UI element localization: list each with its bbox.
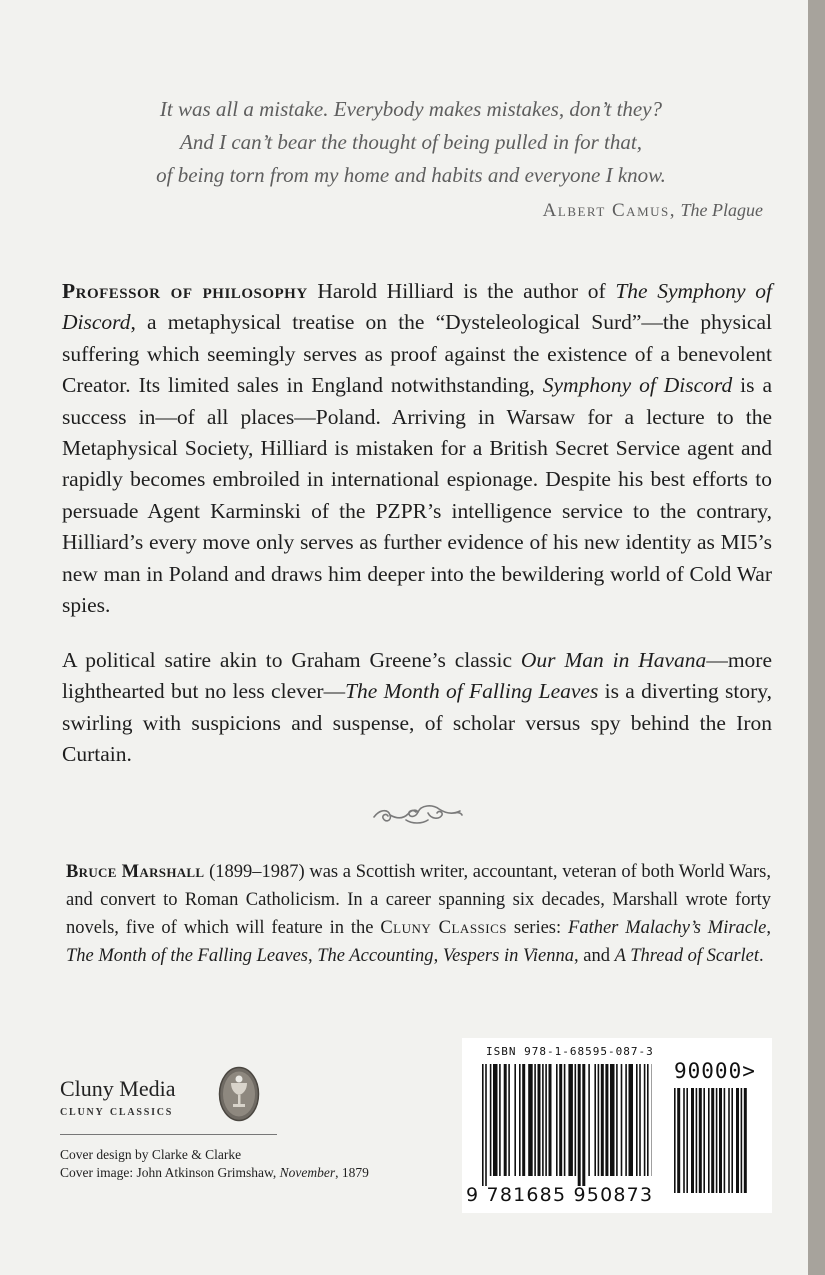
epigraph-author: Albert Camus, bbox=[542, 200, 676, 221]
bio-text-1: (1899–1987) was a Scottish writer, accountant, veteran of both World Wars, and convert to Roman Catholicism. In a career spanning six decades, Marshall wrote forty novels, five of which will feature in the bbox=[66, 862, 771, 938]
barcode-bar bbox=[485, 1064, 487, 1186]
synopsis-paragraph bbox=[62, 276, 772, 621]
satire-paragraph bbox=[62, 645, 772, 771]
barcode-bar bbox=[598, 1064, 600, 1176]
barcode-bar bbox=[711, 1088, 714, 1193]
bio-sep-1: , bbox=[766, 918, 771, 938]
barcode-bar bbox=[703, 1088, 705, 1193]
bio-sep-3: , bbox=[433, 946, 443, 966]
bio-series-name: Cluny Classics bbox=[380, 918, 508, 938]
bio-book-1: Father Malachy’s Miracle bbox=[568, 918, 767, 938]
barcode-bar bbox=[508, 1064, 510, 1176]
flourish-ornament-icon bbox=[372, 800, 464, 830]
publisher-divider bbox=[60, 1134, 277, 1135]
cover-image-credit bbox=[60, 1164, 369, 1182]
cover-image-year: , 1879 bbox=[335, 1165, 369, 1180]
bio-book-5: A Thread of Scarlet bbox=[614, 946, 760, 966]
synopsis-text-3: is a success in—of all places—Poland. Arriving in Warsaw for a lecture to the Metaphysical Society, Hilliard is mistaken for a British Secret Service agent and rapidly becomes embroiled in international espionage. Despite his best efforts to persuade Agent Karminski of the PZPR’s intelligence service to the contrary, Hilliard’s every move only serves as further evidence of his new identity as MI5’s new man in Poland and draws him deeper into the bewildering world of Cold War spies. bbox=[62, 373, 772, 618]
price-code: 90000> bbox=[674, 1059, 756, 1083]
barcode-bar bbox=[528, 1064, 533, 1176]
barcode-bar bbox=[575, 1064, 577, 1176]
ean-barcode-icon bbox=[482, 1064, 652, 1186]
author-bio bbox=[66, 858, 771, 970]
barcode-bar bbox=[708, 1088, 710, 1193]
chalice-seal-icon bbox=[218, 1066, 260, 1122]
barcode-bar bbox=[542, 1064, 544, 1176]
barcode-bar bbox=[639, 1064, 641, 1176]
barcode-bar bbox=[556, 1064, 558, 1176]
spine-edge bbox=[808, 0, 825, 1275]
barcode-bar bbox=[621, 1064, 623, 1176]
barcode-bar bbox=[522, 1064, 525, 1176]
barcode-bar bbox=[588, 1064, 590, 1176]
barcode-bar bbox=[616, 1064, 618, 1176]
barcode-bar bbox=[696, 1088, 698, 1193]
satire-text-3: is a diverting story, swirling with suspicions and suspense, of scholar versus spy behind the Iron Curtain. bbox=[62, 679, 772, 767]
epigraph-line-1: It was all a mistake. Everybody makes mistakes, don’t they? bbox=[159, 97, 663, 121]
barcode-bar bbox=[719, 1088, 722, 1193]
barcode-bar bbox=[534, 1064, 536, 1176]
synopsis-lead: Professor of philosophy bbox=[62, 279, 308, 303]
cover-credits bbox=[60, 1146, 369, 1182]
barcode-bar bbox=[644, 1064, 646, 1176]
bio-book-2: The Month of the Falling Leaves bbox=[66, 946, 309, 966]
barcode-bar bbox=[677, 1088, 680, 1193]
epigraph-attribution bbox=[543, 200, 763, 222]
epigraph-work: The Plague bbox=[680, 200, 763, 220]
barcode-bar bbox=[538, 1064, 541, 1176]
barcode-bar bbox=[610, 1064, 615, 1176]
barcode-bar bbox=[594, 1064, 596, 1176]
cover-design-credit: Cover design by Clarke & Clarke bbox=[60, 1147, 242, 1162]
bio-end: . bbox=[759, 946, 764, 966]
barcode-bar bbox=[493, 1064, 498, 1176]
barcode-bar bbox=[724, 1088, 726, 1193]
barcode-bar bbox=[519, 1064, 521, 1176]
barcode-bar bbox=[605, 1064, 608, 1176]
barcode-bar bbox=[736, 1088, 739, 1193]
publisher-name: Cluny Media bbox=[60, 1076, 176, 1101]
barcode-bar bbox=[699, 1088, 702, 1193]
barcode-bar bbox=[549, 1064, 552, 1176]
barcode-bar bbox=[578, 1064, 581, 1186]
publisher-series: cluny classics bbox=[60, 1104, 174, 1119]
barcode-bar bbox=[568, 1064, 573, 1176]
barcode-bar bbox=[482, 1064, 484, 1186]
barcode-bar bbox=[716, 1088, 718, 1193]
barcode-panel bbox=[462, 1038, 772, 1213]
bio-book-3: The Accounting bbox=[317, 946, 434, 966]
synopsis-text-2: , a metaphysical treatise on the “Dysteleological Surd”—the physical suffering which seemingly serves as proof against the existence of a benevolent Creator. Its limited sales in England notwithstanding, bbox=[62, 310, 772, 398]
barcode-bar bbox=[559, 1064, 562, 1176]
barcode-bar bbox=[683, 1088, 685, 1193]
epigraph bbox=[60, 93, 762, 192]
barcode-bar bbox=[744, 1088, 747, 1193]
barcode-bar bbox=[490, 1064, 492, 1176]
bio-author-name: Bruce Marshall bbox=[66, 862, 205, 882]
isbn-label: ISBN 978-1-68595-087-3 bbox=[486, 1045, 654, 1058]
synopsis-title-1: The Symphony of Discord bbox=[62, 279, 772, 335]
barcode-bar bbox=[731, 1088, 733, 1193]
bio-sep-2: , bbox=[308, 946, 318, 966]
bio-book-4: Vespers in Vienna bbox=[442, 946, 575, 966]
satire-text-2: —more lighthearted but no less clever— bbox=[62, 648, 772, 704]
barcode-bar bbox=[636, 1064, 638, 1176]
barcode-bar bbox=[741, 1088, 743, 1193]
barcode-bar bbox=[564, 1064, 566, 1176]
barcode-bar bbox=[629, 1064, 634, 1176]
barcode-digits: 9 781685 950873 bbox=[466, 1184, 654, 1206]
barcode-bar bbox=[545, 1064, 547, 1176]
price-barcode-icon bbox=[674, 1088, 749, 1203]
barcode-bar bbox=[504, 1064, 507, 1176]
bio-text-2: series: bbox=[507, 918, 569, 938]
synopsis-title-2: Symphony of Discord bbox=[542, 373, 733, 398]
epigraph-line-3: of being torn from my home and habits and everyone I know. bbox=[156, 163, 666, 187]
synopsis-text-1: Harold Hilliard is the author of bbox=[307, 279, 616, 303]
barcode-bar bbox=[582, 1064, 585, 1186]
epigraph-line-2: And I can’t bear the thought of being pulled in for that, bbox=[180, 130, 642, 154]
cover-image-title: November bbox=[279, 1165, 336, 1180]
barcode-bar bbox=[728, 1088, 730, 1193]
satire-text-1: A political satire akin to Graham Greene’s classic bbox=[62, 648, 521, 672]
barcode-bar bbox=[625, 1064, 627, 1176]
barcode-bar bbox=[514, 1064, 516, 1176]
barcode-bar bbox=[647, 1064, 649, 1176]
bio-sep-4: , and bbox=[574, 946, 615, 966]
barcode-bar bbox=[674, 1088, 676, 1193]
barcode-bar bbox=[499, 1064, 501, 1176]
cover-image-prefix: Cover image: John Atkinson Grimshaw, bbox=[60, 1165, 280, 1180]
satire-title-1: Our Man in Havana bbox=[520, 648, 707, 672]
barcode-bar bbox=[686, 1088, 688, 1193]
satire-title-2: The Month of Falling Leaves bbox=[345, 679, 599, 704]
barcode-bar bbox=[601, 1064, 604, 1176]
barcode-bar bbox=[691, 1088, 694, 1193]
